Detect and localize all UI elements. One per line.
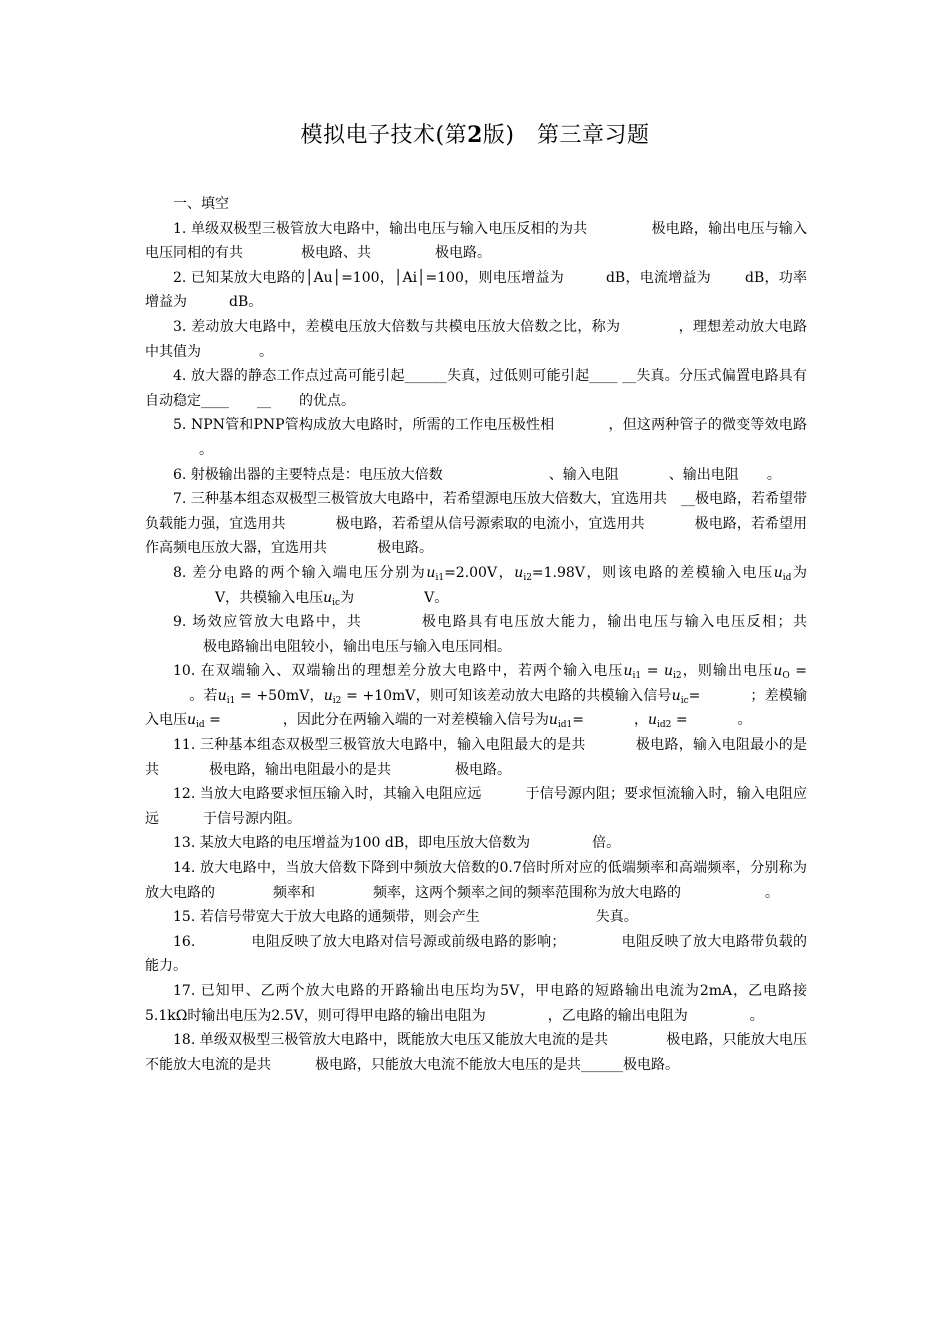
subscript: id2 xyxy=(657,720,672,731)
var-u: u xyxy=(187,712,197,729)
equals-sign: = xyxy=(641,663,664,680)
q11-text-d: 极电路。 xyxy=(455,761,511,778)
question-3 xyxy=(145,315,807,364)
q16-text-a: 16. xyxy=(173,933,196,950)
var-u: u xyxy=(217,687,227,704)
subscript: i1 xyxy=(435,572,445,583)
q7-text-f: 极电路。 xyxy=(377,540,433,557)
question-5 xyxy=(145,413,807,462)
q2-text-a: 2. 已知某放大电路的│Au│=100，│Ai│=100，则电压增益为 xyxy=(173,269,564,286)
subscript: i2 xyxy=(332,695,342,706)
q2-text-d: dB。 xyxy=(229,294,263,311)
subscript: id1 xyxy=(557,720,573,731)
var-u: u xyxy=(648,712,658,729)
q17-text-c: 。 xyxy=(749,1007,764,1024)
q7-text-d: 极电路，若希望从信号源索取的电流小，宜选用共 xyxy=(335,515,645,532)
q17-text-b: ，乙电路的输出电阻为 xyxy=(547,1007,688,1024)
q12-text-c: 于信号源内阻。 xyxy=(203,810,301,827)
q18-text-a: 18. 单级双极型三极管放大电路中，既能放大电压又能放大电流的是共 xyxy=(173,1032,609,1049)
q5-text-c: 。 xyxy=(199,441,213,458)
subscript: ic xyxy=(332,597,341,608)
question-12 xyxy=(145,782,807,831)
question-8 xyxy=(145,561,807,610)
q9-text-b: 极电路具有电压放大能力，输出电压与输入电压反相；共 xyxy=(420,614,808,631)
q18-text-c: 极电路，只能放大电流不能放大电压的是共______极电路。 xyxy=(315,1056,679,1073)
var-u: u xyxy=(773,564,783,581)
q13-text-a: 13. 某放大电路的电压增益为100 dB，即电压放大倍数为 xyxy=(173,835,531,852)
question-18 xyxy=(145,1028,807,1077)
q1-text-c: 极电路、共 xyxy=(301,245,371,262)
q6-text-c: 、输出电阻 xyxy=(668,466,739,483)
subscript: id xyxy=(196,720,205,731)
q14-text-d: 。 xyxy=(765,884,779,901)
question-17 xyxy=(145,979,807,1028)
subscript: O xyxy=(782,671,790,682)
q3-text-c: 。 xyxy=(259,343,273,360)
q6-text-d: 。 xyxy=(766,466,781,483)
q8-text-b: 为 xyxy=(791,564,808,581)
q10-text-k: = xyxy=(572,712,584,729)
var-u: u xyxy=(426,564,436,581)
q10-text-a: 10. 在双端输入、双端输出的理想差分放大电路中，若两个输入电压 xyxy=(173,663,624,680)
q10-text-e: = +50mV， xyxy=(235,687,324,704)
q12-text-b: 于信号源内阻；要求恒流输入时，输入电阻应远 xyxy=(145,786,808,827)
q7-text-a: 7. 三种基本组态双极型三极管放大电路中，若希望源电压放大倍数大，宜选用共 xyxy=(173,491,667,508)
q10-text-b: ，则输出电压 xyxy=(681,663,774,680)
question-15 xyxy=(145,905,807,930)
subscript: id xyxy=(782,572,792,583)
var-u: u xyxy=(773,663,783,680)
q7-text-e: 极电路，若希望用作高频电压放大器，宜选用共 xyxy=(145,515,808,557)
q18-text-b: 极电路，只能放大电压不能放大电流的是共 xyxy=(145,1032,808,1073)
var-u: u xyxy=(514,564,524,581)
q10-text-i: = xyxy=(204,712,221,729)
q2-text-c: dB，功率增益为 xyxy=(145,269,808,311)
var-u: u xyxy=(323,687,333,704)
q6-text-a: 6. 射极输出器的主要特点是：电压放大倍数 xyxy=(173,466,443,483)
q12-text-a: 12. 当放大电路要求恒压输入时，其输入电阻应远 xyxy=(173,786,482,803)
q7-text-b: __ xyxy=(680,491,695,508)
var-u: u xyxy=(323,589,333,606)
q10-text-m: = xyxy=(671,712,688,729)
q6-text-b: 、输入电阻 xyxy=(548,466,619,483)
question-7 xyxy=(145,487,807,561)
question-9 xyxy=(145,610,807,659)
q5-text-b: ，但这两种管子的微变等效电路 xyxy=(608,417,808,434)
q11-text-a: 11. 三种基本组态双极型三极管放大电路中，输入电阻最大的是共 xyxy=(173,737,586,754)
q9-text-a: 9. 场效应管放大电路中，共 xyxy=(173,614,363,631)
q8-text-c: V，共模输入电压 xyxy=(215,589,324,606)
q10-text-d: 。若 xyxy=(189,687,218,704)
q10-text-c: = xyxy=(789,663,808,680)
q10-text-f: = +10mV，则可知该差动放大电路的共模输入信号 xyxy=(341,687,672,704)
q3-text-b: ，理想差动放大电路中其值为 xyxy=(145,318,808,360)
var-u: u xyxy=(623,663,633,680)
q1-text-a: 1. 单级双极型三极管放大电路中，输出电压与输入电压反相的为共 xyxy=(173,220,588,237)
q5-text-a: 5. NPN管和PNP管构成放大电路时，所需的工作电压极性相 xyxy=(173,417,555,434)
q1-text-d: 极电路。 xyxy=(435,245,491,262)
question-1 xyxy=(145,217,807,266)
q8-text-a: 8. 差分电路的两个输入端电压分别为 xyxy=(173,564,427,581)
q16-text-b: 电阻反映了放大电路对信号源或前级电路的影响； xyxy=(251,933,566,950)
title-edition-number: 2 xyxy=(467,122,483,148)
q8-text-e: V。 xyxy=(424,589,449,606)
q14-text-c: 频率，这两个频率之间的频率范围称为放大电路的 xyxy=(373,884,681,901)
q10-text-g: = xyxy=(688,687,701,704)
q10-text-l: ， xyxy=(634,712,648,729)
q10-text-n: 。 xyxy=(737,712,752,729)
question-11 xyxy=(145,733,807,782)
q10-text-h: ；差模输入电压 xyxy=(145,687,808,729)
subscript: ic xyxy=(680,695,689,706)
q15-text-b: 失真。 xyxy=(595,909,638,926)
q17-text-a: 17. 已知甲、乙两个放大电路的开路输出电压均为5V，甲电路的短路输出电流为2mA，乙电路接5.1kΩ时输出电压为2.5V，则可得甲电路的输出电阻为 xyxy=(145,983,807,1024)
question-10 xyxy=(145,659,807,733)
section-heading: 一、填空 xyxy=(173,196,229,212)
question-2 xyxy=(145,266,807,315)
question-6 xyxy=(145,463,807,488)
question-16 xyxy=(145,930,807,979)
q8-value-2: =1.98V，则该电路的差模输入电压 xyxy=(531,564,774,581)
q8-text-d: 为 xyxy=(340,589,355,606)
q1-text-b: 极电路，输出电压与输入电压同相的有共 xyxy=(145,220,807,262)
var-u: u xyxy=(548,712,558,729)
page-title xyxy=(0,120,950,151)
q9-text-c: 极电路输出电阻较小，输出电压与输入电压同相。 xyxy=(203,638,511,655)
q14-text-b: 频率和 xyxy=(273,884,315,901)
question-14 xyxy=(145,856,807,905)
subscript: i2 xyxy=(673,671,682,682)
q11-text-b: 极电路，输入电阻最小的是共 xyxy=(145,737,808,778)
question-4: 4. 放大器的静态工作点过高可能引起______失真，过低则可能引起____ __失真。分压式偏置电路具有自动稳定____ __ 的优点。 xyxy=(145,368,807,409)
q8-value-1: =2.00V， xyxy=(444,564,515,581)
question-body xyxy=(145,192,807,1077)
q2-text-b: dB，电流增益为 xyxy=(605,269,711,286)
q7-text-c: 极电路，若希望带负载能力强，宜选用共 xyxy=(145,491,808,532)
subscript: i2 xyxy=(523,572,532,583)
q16-text-c: 电阻反映了放大电路带负载的能力。 xyxy=(145,933,808,975)
subscript: i1 xyxy=(632,671,642,682)
q15-text-a: 15. 若信号带宽大于放大电路的通频带，则会产生 xyxy=(173,909,480,926)
question-13 xyxy=(145,831,807,856)
q14-text-a: 14. 放大电路中，当放大倍数下降到中频放大倍数的0.7倍时所对应的低端频率和高端频率，分别称为放大电路的 xyxy=(145,860,807,901)
q11-text-c: 极电路，输出电阻最小的是共 xyxy=(209,761,391,778)
q13-text-b: 倍。 xyxy=(592,835,621,852)
var-u: u xyxy=(663,663,674,680)
q3-text-a: 3. 差动放大电路中，差模电压放大倍数与共模电压放大倍数之比，称为 xyxy=(173,318,621,335)
var-u: u xyxy=(671,687,681,704)
q10-text-j: ，因此分在两输入端的一对差模输入信号为 xyxy=(282,712,549,729)
title-text: 模拟电子技术(第 xyxy=(300,123,468,148)
title-text-rest: 版) 第三章习题 xyxy=(482,123,650,148)
subscript: i1 xyxy=(226,695,236,706)
